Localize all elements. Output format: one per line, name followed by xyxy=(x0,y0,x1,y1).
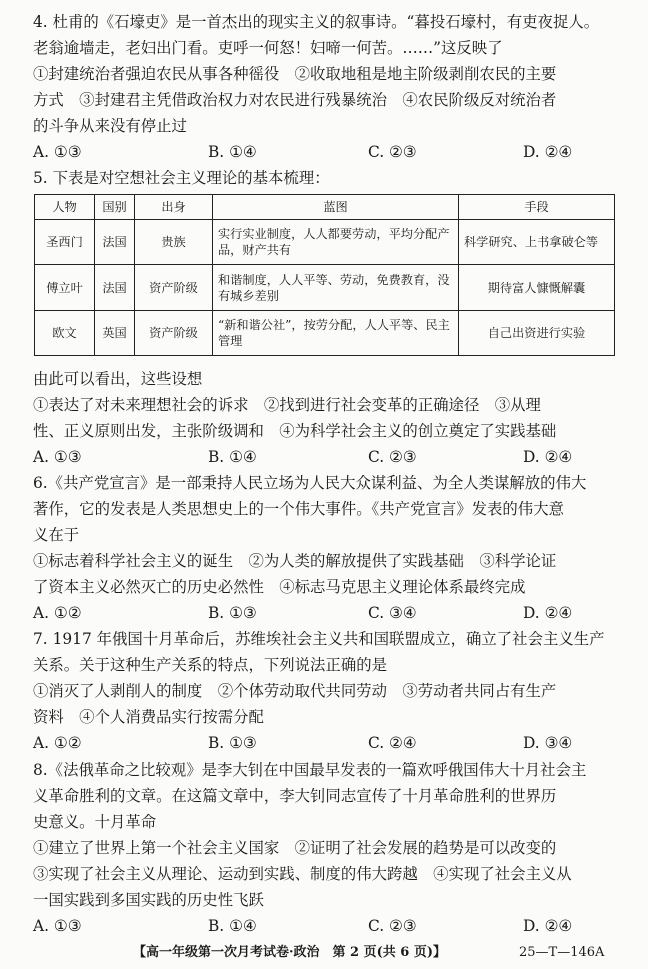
table-cell: 和谐制度，人人平等、劳动，免费教育，没有城乡差别 xyxy=(213,265,459,311)
table-row xyxy=(35,265,615,311)
option-b[interactable]: B. ①③ xyxy=(208,604,257,622)
q5-line: ①表达了对未来理想社会的诉求 ②找到进行社会变革的正确途径 ③从理 xyxy=(33,396,541,414)
page-footer xyxy=(0,942,648,964)
option-a[interactable]: A. ①② xyxy=(33,734,82,752)
table-header: 国别 xyxy=(95,195,135,220)
q4-line: 老翁逾墙走，老妇出门看。吏呼一何怒！妇啼一何苦。……”这反映了 xyxy=(33,39,503,57)
q4-line: ①封建统治者强迫农民从事各种徭役 ②收取地租是地主阶级剥削农民的主要 xyxy=(33,65,557,83)
q8-options xyxy=(33,916,618,936)
q7-line: 关系。关于这种生产关系的特点，下列说法正确的是 xyxy=(33,656,387,674)
q6-line: 了资本主义必然灭亡的历史必然性 ④标志马克思主义理论体系最终完成 xyxy=(33,578,526,596)
option-a[interactable]: A. ①③ xyxy=(33,448,82,466)
q7-line: 7. 1917 年俄国十月革命后，苏维埃社会主义共和国联盟成立，确立了社会主义生产 xyxy=(33,630,605,648)
table-cell: 法国 xyxy=(95,265,135,311)
q8-line: 8.《法俄革命之比较观》是李大钊在中国最早发表的一篇欢呼俄国伟大十月社会主 xyxy=(33,761,587,779)
table-cell: 圣西门 xyxy=(35,220,95,265)
option-b[interactable]: B. ①④ xyxy=(208,448,257,466)
q8-line: ①建立了世界上第一个社会主义国家 ②证明了社会发展的趋势是可以改变的 xyxy=(33,839,557,857)
table-header-row xyxy=(35,195,615,220)
q5-stem: 5. 下表是对空想社会主义理论的基本梳理： xyxy=(33,169,330,187)
option-c[interactable]: C. ②③ xyxy=(368,448,417,466)
footer-title: 【高一年级第一次月考试卷·政治 第 2 页(共 6 页)】 xyxy=(133,945,447,960)
q7-line: ①消灭了人剥削人的制度 ②个体劳动取代共同劳动 ③劳动者共同占有生产 xyxy=(33,682,557,700)
table-cell: “新和谐公社”，按劳分配，人人平等、民主管理 xyxy=(213,311,459,356)
q6-line: 6.《共产党宣言》是一部秉持人民立场为人民大众谋利益、为全人类谋解放的伟大 xyxy=(33,474,587,492)
option-d[interactable]: D. ②④ xyxy=(523,448,573,466)
table-cell: 英国 xyxy=(95,311,135,356)
option-a[interactable]: A. ①② xyxy=(33,604,82,622)
table-header: 人物 xyxy=(35,195,95,220)
utopian-socialism-table xyxy=(34,194,615,356)
q8-line: ③实现了社会主义从理论、运动到实践、制度的伟大跨越 ④实现了社会主义从 xyxy=(33,865,572,883)
option-d[interactable]: D. ②④ xyxy=(523,917,573,935)
table-cell: 贵族 xyxy=(135,220,213,265)
option-c[interactable]: C. ②③ xyxy=(368,143,417,161)
q6-line: ①标志着科学社会主义的诞生 ②为人类的解放提供了实践基础 ③科学论证 xyxy=(33,552,557,570)
option-c[interactable]: C. ②④ xyxy=(368,734,417,752)
table-row xyxy=(35,220,615,265)
option-a[interactable]: A. ①③ xyxy=(33,917,82,935)
table-cell: 期待富人慷慨解囊 xyxy=(459,265,615,311)
q4-line: 方式 ③封建君主凭借政治权力对农民进行残暴统治 ④农民阶级反对统治者 xyxy=(33,91,557,109)
q6-options xyxy=(33,603,618,623)
q4-line: 4. 杜甫的《石壕吏》是一首杰出的现实主义的叙事诗。“暮投石壕村，有吏夜捉人。 xyxy=(33,13,600,31)
table-header: 蓝图 xyxy=(213,195,459,220)
option-b[interactable]: B. ①④ xyxy=(208,143,257,161)
option-c[interactable]: C. ③④ xyxy=(368,604,417,622)
option-d[interactable]: D. ③④ xyxy=(523,734,573,752)
table-header: 出身 xyxy=(135,195,213,220)
table-cell: 实行实业制度，人人都要劳动，平均分配产品，财产共有 xyxy=(213,220,459,265)
table-cell: 资产阶级 xyxy=(135,311,213,356)
table-cell: 资产阶级 xyxy=(135,265,213,311)
option-a[interactable]: A. ①③ xyxy=(33,143,82,161)
q8-line: 义革命胜利的文章。在这篇文章中，李大钊同志宣传了十月革命胜利的世界历 xyxy=(33,787,557,805)
table-cell: 自己出资进行实验 xyxy=(459,311,615,356)
q6-line: 义在于 xyxy=(33,526,80,544)
q7-line: 资料 ④个人消费品实行按需分配 xyxy=(33,708,264,726)
table-row xyxy=(35,311,615,356)
option-d[interactable]: D. ②④ xyxy=(523,143,573,161)
q5-options xyxy=(33,447,618,467)
footer-code: 25—T—146A xyxy=(519,945,605,960)
q7-options xyxy=(33,733,618,753)
q4-options xyxy=(33,142,618,162)
option-d[interactable]: D. ②④ xyxy=(523,604,573,622)
q5-line: 由此可以看出，这些设想 xyxy=(33,370,203,388)
table-cell: 科学研究、上书拿破仑等 xyxy=(459,220,615,265)
q6-line: 著作，它的发表是人类思想史上的一个伟大事件。《共产党宣言》发表的伟大意 xyxy=(33,500,564,518)
q8-line: 一国实践到多国实践的历史性飞跃 xyxy=(33,891,264,909)
table-cell: 欧文 xyxy=(35,311,95,356)
option-c[interactable]: C. ②③ xyxy=(368,917,417,935)
table-header: 手段 xyxy=(459,195,615,220)
q5-line: 性、正义原则出发，主张阶级调和 ④为科学社会主义的创立奠定了实践基础 xyxy=(33,422,557,440)
table-cell: 傅立叶 xyxy=(35,265,95,311)
option-b[interactable]: B. ①③ xyxy=(208,734,257,752)
table-cell: 法国 xyxy=(95,220,135,265)
q8-line: 史意义。十月革命 xyxy=(33,813,157,831)
option-b[interactable]: B. ①④ xyxy=(208,917,257,935)
q4-line: 的斗争从来没有停止过 xyxy=(33,117,187,135)
